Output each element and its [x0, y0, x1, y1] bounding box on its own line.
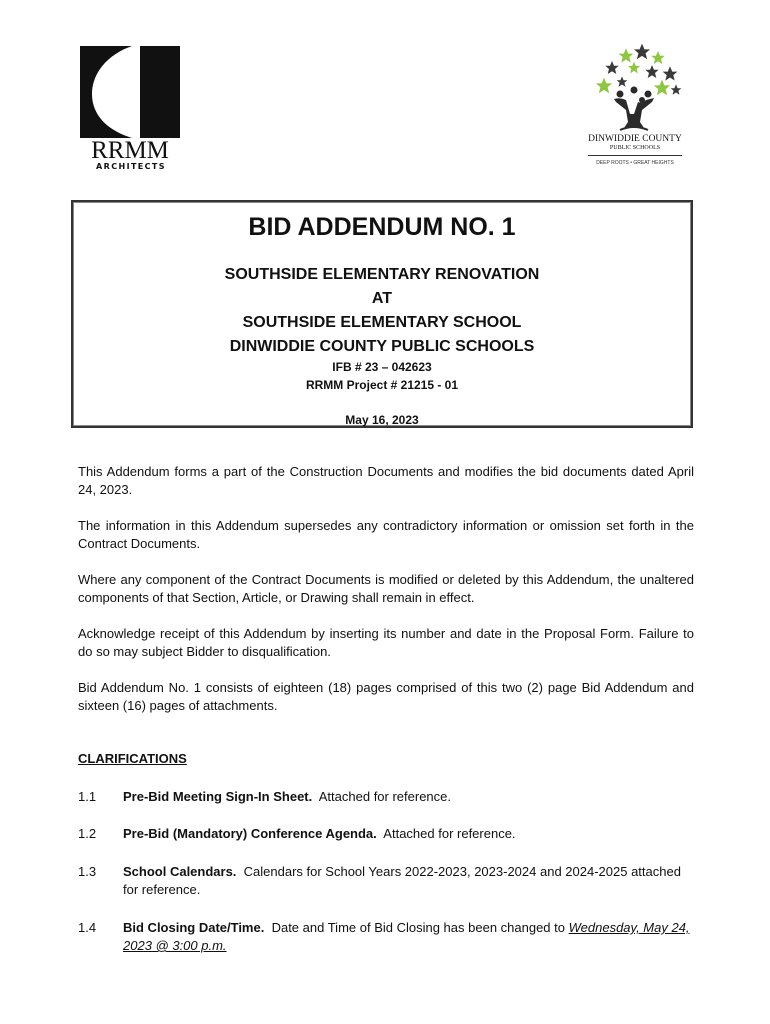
- item-title: Pre-Bid Meeting Sign-In Sheet.: [123, 789, 313, 804]
- addendum-title-box: [71, 200, 693, 428]
- item-title: Bid Closing Date/Time.: [123, 920, 265, 935]
- tree-figures: [614, 87, 654, 131]
- paragraph-unaltered: Where any component of the Contract Documents is modified or deleted by this Addendum, the unaltered components of that Section, Article, or Drawing shall remain in effect.: [78, 572, 694, 605]
- dinwiddie-county-logo: [580, 44, 690, 172]
- item-number: 1.3: [78, 864, 97, 879]
- district-tagline: DEEP ROOTS • GREAT HEIGHTS: [596, 160, 674, 166]
- addendum-date: May 16, 2023: [345, 413, 419, 427]
- ifb-number: IFB # 23 – 042623: [332, 360, 432, 374]
- project-at: AT: [371, 290, 393, 307]
- item-text: Calendars for School Years 2022-2023, 2023-2024 and 2024-2025 attached for reference.: [123, 864, 681, 897]
- district-subtitle: PUBLIC SCHOOLS: [609, 145, 661, 151]
- item-title: Pre-Bid (Mandatory) Conference Agenda.: [123, 826, 377, 841]
- paragraph-scope: This Addendum forms a part of the Construction Documents and modifies the bid documents dated April 24, 2023.: [78, 464, 694, 497]
- item-title: School Calendars.: [123, 864, 237, 879]
- item-body: [123, 825, 694, 843]
- item-text: Attached for reference.: [318, 789, 452, 804]
- item-text: Attached for reference.: [383, 826, 516, 841]
- item-text: Date and Time of Bid Closing has been changed to: [271, 920, 565, 935]
- item-body: [123, 863, 694, 899]
- bid-closing-datetime: Wednesday, May 24, 2023 @ 3:00 p.m.: [123, 920, 690, 953]
- rrmm-wordmark: RRMM: [91, 137, 169, 164]
- project-name: SOUTHSIDE ELEMENTARY RENOVATION: [224, 266, 540, 283]
- logo-divider: [588, 155, 682, 156]
- item-body: [123, 788, 694, 806]
- item-number: 1.2: [78, 826, 97, 841]
- clarifications-heading: CLARIFICATIONS: [78, 751, 187, 766]
- addendum-title: BID ADDENDUM NO. 1: [248, 213, 516, 241]
- district-line: DINWIDDIE COUNTY PUBLIC SCHOOLS: [229, 338, 535, 355]
- item-body: [123, 919, 694, 955]
- tree-icon: [590, 44, 682, 134]
- rrmm-subtitle: ARCHITECTS: [96, 162, 166, 171]
- paragraph-page-count: Bid Addendum No. 1 consists of eighteen (18) pages comprised of this two (2) page Bid Addendum and sixteen (16) pages of attachments.: [78, 680, 694, 713]
- paragraph-acknowledge: Acknowledge receipt of this Addendum by inserting its number and date in the Proposal Form. Failure to do so may subject Bidder to disqualification.: [78, 626, 694, 659]
- district-name: DINWIDDIE COUNTY: [588, 134, 682, 144]
- school-name: SOUTHSIDE ELEMENTARY SCHOOL: [242, 314, 522, 331]
- rrmm-logo-mark: [80, 46, 180, 138]
- star-cluster: [596, 44, 681, 95]
- rrmm-architects-logo: [78, 46, 182, 170]
- paragraph-supersedes: The information in this Addendum supersedes any contradictory information or omission set forth in the Contract Documents.: [78, 518, 694, 551]
- item-number: 1.4: [78, 920, 97, 935]
- rrmm-project-number: RRMM Project # 21215 - 01: [305, 378, 459, 392]
- item-number: 1.1: [78, 789, 97, 804]
